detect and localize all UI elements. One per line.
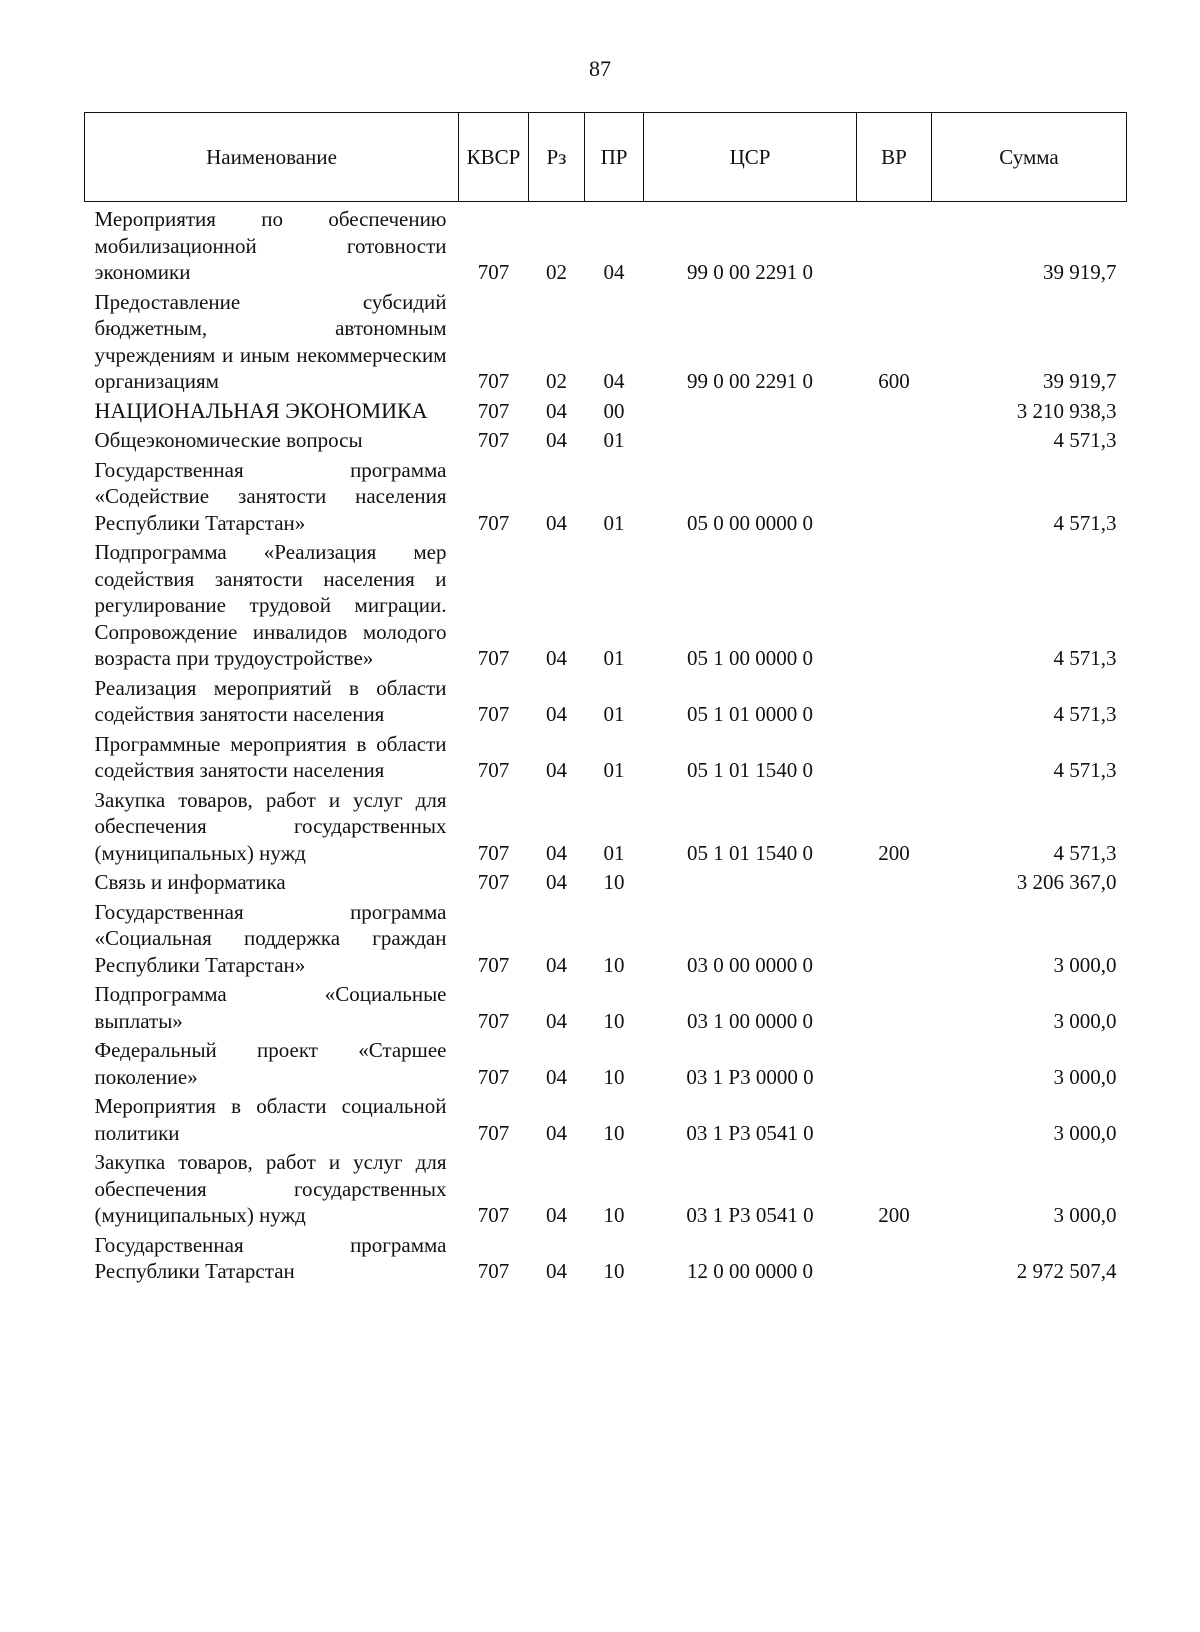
header-kvsr: КВСР xyxy=(459,113,529,202)
table-row xyxy=(85,457,1127,540)
row-rz: 04 xyxy=(546,1203,567,1227)
row-pr: 10 xyxy=(603,1008,625,1033)
row-name: Федеральный проект «Старшее поколение» xyxy=(94,1038,447,1089)
row-csr: 05 1 01 1540 0 xyxy=(687,840,813,865)
row-kvsr: 707 xyxy=(477,398,510,423)
row-kvsr: 707 xyxy=(477,702,510,726)
row-vr xyxy=(857,981,932,1037)
row-sum: 3 000,0 xyxy=(1053,1120,1117,1145)
row-csr xyxy=(644,869,857,899)
row-rz: 04 xyxy=(546,1064,567,1089)
row-csr: 05 0 00 0000 0 xyxy=(687,510,813,535)
row-pr: 01 xyxy=(603,646,625,670)
row-name: Мероприятия в области социальной политики xyxy=(94,1094,447,1145)
row-kvsr: 707 xyxy=(477,1203,510,1227)
row-sum: 3 206 367,0 xyxy=(1016,870,1117,894)
budget-table xyxy=(84,112,1127,1288)
row-rz: 04 xyxy=(546,398,567,423)
row-pr: 10 xyxy=(603,1120,625,1145)
row-vr xyxy=(857,202,932,289)
row-csr: 05 1 00 0000 0 xyxy=(687,646,813,670)
row-kvsr: 707 xyxy=(477,428,510,452)
row-name: Подпрограмма «Социальные выплаты» xyxy=(94,982,447,1033)
row-rz: 04 xyxy=(546,702,567,726)
row-name: Государственная программа «Социальная поддержка граждан Республики Татарстан» xyxy=(94,899,447,977)
row-csr: 05 1 01 0000 0 xyxy=(687,702,813,726)
table-row xyxy=(85,787,1127,870)
row-csr: 03 1 00 0000 0 xyxy=(687,1008,813,1033)
page-number: 87 xyxy=(589,56,611,81)
row-csr xyxy=(644,398,857,428)
header-pr: ПР xyxy=(585,113,644,202)
row-sum: 4 571,3 xyxy=(1053,840,1117,865)
budget-table-container xyxy=(84,112,1126,1288)
row-vr xyxy=(857,731,932,787)
row-csr: 03 1 P3 0541 0 xyxy=(686,1120,814,1145)
row-pr: 10 xyxy=(603,1064,625,1089)
row-name: Подпрограмма «Реализация мер содействия занятости населения и регулирование трудовой миграции. Сопровождение инвалидов молодого возраста при трудоустройстве» xyxy=(94,540,447,670)
header-rz: Рз xyxy=(529,113,585,202)
row-kvsr: 707 xyxy=(477,758,510,782)
row-vr xyxy=(857,1093,932,1149)
row-vr xyxy=(857,398,932,428)
row-sum: 3 000,0 xyxy=(1053,952,1117,977)
row-rz: 04 xyxy=(546,1120,567,1145)
table-row xyxy=(85,1093,1127,1149)
row-vr xyxy=(857,1232,932,1288)
table-row xyxy=(85,202,1127,289)
table-row xyxy=(85,398,1127,428)
row-name: Программные мероприятия в области содействия занятости населения xyxy=(94,731,447,782)
row-rz: 04 xyxy=(546,646,567,670)
row-name: Государственная программа «Содействие занятости населения Республики Татарстан» xyxy=(94,457,447,535)
row-pr: 04 xyxy=(603,260,625,284)
row-vr xyxy=(857,457,932,540)
row-csr: 99 0 00 2291 0 xyxy=(687,260,813,284)
row-vr xyxy=(857,869,932,899)
header-row xyxy=(85,113,1127,202)
row-pr: 01 xyxy=(603,702,625,726)
row-sum: 2 972 507,4 xyxy=(1016,1259,1117,1283)
table-row xyxy=(85,1037,1127,1093)
row-pr: 01 xyxy=(603,758,625,782)
header-name: Наименование xyxy=(85,113,459,202)
row-pr: 01 xyxy=(603,840,625,865)
row-vr: 200 xyxy=(878,840,910,865)
row-sum: 4 571,3 xyxy=(1053,702,1117,726)
row-rz: 04 xyxy=(546,840,567,865)
table-header xyxy=(85,113,1127,202)
row-name: Предоставление субсидий бюджетным, автономным учреждениям и иным некоммерческим организациям xyxy=(94,289,447,393)
row-rz: 04 xyxy=(546,758,567,782)
row-kvsr: 707 xyxy=(477,510,510,535)
row-kvsr: 707 xyxy=(477,1259,510,1283)
row-rz: 04 xyxy=(546,1008,567,1033)
row-csr xyxy=(644,427,857,457)
row-kvsr: 707 xyxy=(477,1064,510,1089)
row-sum: 4 571,3 xyxy=(1053,510,1117,535)
row-name: Связь и информатика xyxy=(94,870,286,894)
row-pr: 04 xyxy=(603,369,625,393)
row-sum: 3 000,0 xyxy=(1053,1203,1117,1227)
row-csr: 03 0 00 0000 0 xyxy=(687,952,813,977)
row-rz: 02 xyxy=(546,369,567,393)
row-vr xyxy=(857,1037,932,1093)
row-csr: 03 1 P3 0541 0 xyxy=(686,1203,814,1227)
row-name: НАЦИОНАЛЬНАЯ ЭКОНОМИКА xyxy=(94,397,428,423)
row-kvsr: 707 xyxy=(477,952,510,977)
table-row xyxy=(85,427,1127,457)
row-rz: 04 xyxy=(546,428,567,452)
row-kvsr: 707 xyxy=(477,646,510,670)
table-row xyxy=(85,675,1127,731)
row-pr: 10 xyxy=(603,1259,625,1283)
table-row xyxy=(85,981,1127,1037)
table-row xyxy=(85,289,1127,398)
row-vr: 600 xyxy=(878,369,910,393)
row-kvsr: 707 xyxy=(477,1120,510,1145)
table-row xyxy=(85,731,1127,787)
row-vr xyxy=(857,675,932,731)
row-kvsr: 707 xyxy=(477,369,510,393)
row-sum: 3 000,0 xyxy=(1053,1064,1117,1089)
row-sum: 3 210 938,3 xyxy=(1016,398,1117,423)
row-rz: 04 xyxy=(546,1259,567,1283)
row-sum: 3 000,0 xyxy=(1053,1008,1117,1033)
table-row xyxy=(85,1149,1127,1232)
table-row xyxy=(85,869,1127,899)
row-sum: 39 919,7 xyxy=(1043,260,1117,284)
row-pr: 10 xyxy=(603,870,625,894)
row-vr xyxy=(857,899,932,982)
row-sum: 39 919,7 xyxy=(1043,369,1117,393)
row-csr: 99 0 00 2291 0 xyxy=(687,369,813,393)
row-sum: 4 571,3 xyxy=(1053,758,1117,782)
row-pr: 01 xyxy=(603,428,625,452)
row-pr: 10 xyxy=(603,952,625,977)
table-row xyxy=(85,539,1127,675)
row-sum: 4 571,3 xyxy=(1053,646,1117,670)
header-sum: Сумма xyxy=(932,113,1127,202)
row-name: Мероприятия по обеспечению мобилизационной готовности экономики xyxy=(94,207,447,284)
row-sum: 4 571,3 xyxy=(1053,428,1117,452)
row-vr: 200 xyxy=(878,1203,910,1227)
row-name: Реализация мероприятий в области содействия занятости населения xyxy=(94,675,447,726)
row-rz: 04 xyxy=(546,510,567,535)
row-name: Закупка товаров, работ и услуг для обеспечения государственных (муниципальных) нужд xyxy=(94,1150,447,1227)
row-pr: 01 xyxy=(603,510,625,535)
row-vr xyxy=(857,427,932,457)
row-vr xyxy=(857,539,932,675)
row-kvsr: 707 xyxy=(477,840,510,865)
row-rz: 02 xyxy=(546,260,567,284)
row-kvsr: 707 xyxy=(477,1008,510,1033)
row-csr: 03 1 P3 0000 0 xyxy=(686,1064,814,1089)
table-row xyxy=(85,1232,1127,1288)
row-csr: 12 0 00 0000 0 xyxy=(687,1259,813,1283)
row-name: Государственная программа Республики Татарстан xyxy=(94,1232,447,1283)
row-rz: 04 xyxy=(546,870,567,894)
row-kvsr: 707 xyxy=(477,260,510,284)
row-rz: 04 xyxy=(546,952,567,977)
table-row xyxy=(85,899,1127,982)
row-csr: 05 1 01 1540 0 xyxy=(687,758,813,782)
row-pr: 10 xyxy=(603,1203,625,1227)
row-name: Закупка товаров, работ и услуг для обеспечения государственных (муниципальных) нужд xyxy=(94,787,447,865)
row-kvsr: 707 xyxy=(477,870,510,894)
row-name: Общеэкономические вопросы xyxy=(94,428,363,452)
table-body xyxy=(85,202,1127,1288)
header-csr: ЦСР xyxy=(644,113,857,202)
row-pr: 00 xyxy=(603,398,625,423)
header-vr: ВР xyxy=(857,113,932,202)
